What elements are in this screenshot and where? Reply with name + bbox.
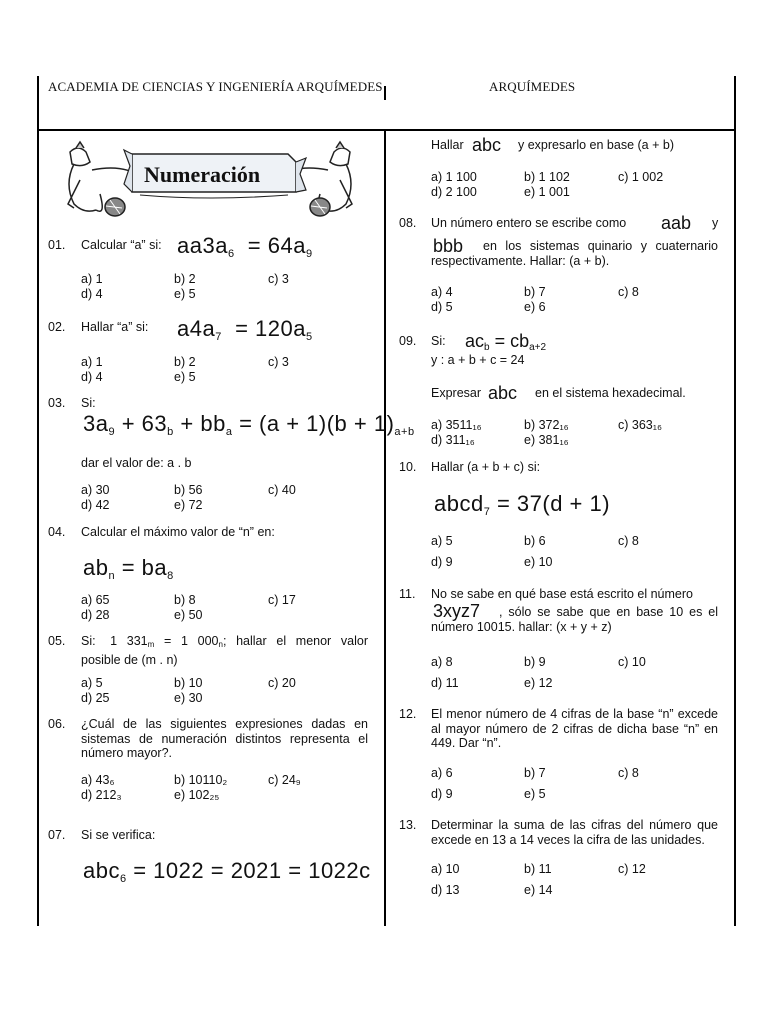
option-e[interactable]: e) 10 [524, 555, 553, 569]
option-c[interactable]: c) 3 [268, 272, 289, 286]
answer-options [431, 285, 721, 314]
option-b[interactable]: b) 9 [524, 655, 546, 669]
option-b[interactable]: b) 11 [524, 862, 552, 876]
option-c[interactable]: c) 8 [618, 285, 639, 299]
option-e[interactable]: e) 30 [174, 690, 203, 705]
question-formula: $ac_b = cb_{a+2}$ [465, 331, 547, 353]
question-formula: $aa3a_6 = 64a_9$ [177, 233, 313, 260]
question-formula: $3a_9 + 63_b + bb_a = (a + 1)(b + 1)_{a+b}$ [83, 411, 415, 438]
option-b[interactable]: b) 2 [174, 355, 196, 369]
option-b[interactable]: b) 7 [524, 285, 546, 299]
option-d[interactable]: d) 5 [431, 299, 453, 314]
option-c[interactable]: c) 10 [618, 655, 646, 669]
option-a[interactable]: a) 43₆ [81, 773, 115, 787]
title-banner [40, 140, 380, 230]
question-text-y: y [712, 216, 719, 230]
question-formula: abc$_6$ = 1022 = 2021 = 1022c [83, 858, 371, 885]
option-d[interactable]: d) 4 [81, 369, 103, 384]
answer-options [81, 676, 361, 705]
question-text: Si: [81, 396, 96, 410]
question-subtext: Expresar [431, 386, 482, 400]
option-c[interactable]: c) 8 [618, 766, 639, 780]
question-text: Si: [431, 334, 446, 348]
question-formula: $ab_n = ba_8$ [83, 555, 174, 582]
question-number: 01. [48, 238, 66, 252]
answer-options [431, 531, 721, 573]
answer-options [431, 652, 721, 694]
option-a[interactable]: a) 10 [431, 862, 460, 876]
option-b[interactable]: b) 1 102 [524, 170, 570, 184]
question-text: ¿Cuál de las siguientes expresiones dadas en sistemas de numeración distintos representa el número mayor?. [81, 717, 368, 760]
question-number: 11. [399, 587, 416, 601]
question-text: Un número entero se escribe como [431, 216, 627, 230]
answer-options [81, 272, 361, 301]
question-number: 04. [48, 525, 66, 539]
banner-title: Numeración [144, 162, 261, 187]
question-number: 02. [48, 320, 66, 334]
option-d[interactable]: d) 311₁₆ [431, 432, 475, 447]
header-rule [37, 129, 734, 131]
option-e[interactable]: e) 72 [174, 497, 203, 512]
answer-options [431, 763, 721, 805]
option-a[interactable]: a) 65 [81, 593, 110, 607]
inline-formula: 3xyz7 [433, 601, 481, 621]
option-c[interactable]: c) 20 [268, 676, 296, 690]
question-text: Calcular el máximo valor de “n” en: [81, 525, 275, 539]
answer-options [431, 418, 721, 447]
question-text: en los sistemas quinario y cuaternario respectivamente. Hallar: (a + b). [431, 239, 718, 268]
option-d[interactable]: d) 13 [431, 883, 460, 897]
question-subtext: Hallar [431, 138, 464, 152]
option-d[interactable]: d) 212₃ [81, 787, 122, 802]
question-number: 05. [48, 634, 66, 648]
option-c[interactable]: c) 24₉ [268, 773, 301, 787]
question-formula: $a4a_7 = 120a_5$ [177, 316, 313, 343]
option-e[interactable]: e) 6 [524, 299, 546, 314]
option-a[interactable]: a) 3511₁₆ [431, 418, 482, 432]
option-d[interactable]: d) 11 [431, 676, 459, 690]
option-a[interactable]: a) 30 [81, 483, 110, 497]
option-b[interactable]: b) 8 [174, 593, 196, 607]
option-c[interactable]: c) 17 [268, 593, 296, 607]
question-number: 03. [48, 396, 66, 410]
option-e[interactable]: e) 50 [174, 607, 203, 622]
option-e[interactable]: e) 381₁₆ [524, 432, 569, 447]
option-d[interactable]: d) 4 [81, 286, 103, 301]
header-tick [384, 86, 386, 100]
option-c[interactable]: c) 12 [618, 862, 646, 876]
option-b[interactable]: b) 7 [524, 766, 546, 780]
option-e[interactable]: e) 12 [524, 676, 553, 690]
answer-options [81, 593, 361, 622]
option-b[interactable]: b) 2 [174, 272, 196, 286]
option-a[interactable]: a) 1 [81, 355, 103, 369]
inline-formula: bbb [433, 236, 464, 256]
column-divider [384, 129, 386, 926]
option-d[interactable]: d) 2 100 [431, 184, 477, 199]
question-subtext: y expresarlo en base (a + b) [518, 138, 674, 152]
option-d[interactable]: d) 28 [81, 607, 110, 622]
question-text: Hallar (a + b + c) si: [431, 460, 541, 474]
answer-options [431, 170, 721, 199]
answer-options [81, 483, 361, 512]
answer-options [431, 859, 721, 901]
option-a[interactable]: a) 1 100 [431, 170, 477, 184]
option-a[interactable]: a) 8 [431, 655, 453, 669]
question-text: Si se verifica: [81, 828, 156, 842]
question-number: 08. [399, 216, 417, 230]
option-c[interactable]: c) 40 [268, 483, 296, 497]
option-e[interactable]: e) 5 [524, 787, 546, 801]
option-a[interactable]: a) 5 [431, 534, 453, 548]
right-page-border [734, 76, 736, 926]
option-d[interactable]: d) 42 [81, 497, 110, 512]
option-c[interactable]: c) 3 [268, 355, 289, 369]
inline-formula: abc [472, 135, 502, 155]
option-e[interactable]: e) 5 [174, 286, 196, 301]
question-text: Calcular “a” si: [81, 238, 162, 252]
question-number: 09. [399, 334, 417, 348]
option-d[interactable]: d) 25 [81, 690, 110, 705]
question-number: 12. [399, 707, 417, 721]
answer-options [81, 773, 361, 802]
question-number: 07. [48, 828, 66, 842]
option-d[interactable]: d) 9 [431, 787, 453, 801]
inline-formula: aab [661, 213, 692, 233]
option-a[interactable]: a) 4 [431, 285, 453, 299]
option-a[interactable]: a) 1 [81, 272, 103, 286]
inline-formula: abc [488, 383, 518, 403]
option-c[interactable]: c) 363₁₆ [618, 418, 663, 432]
option-e[interactable]: e) 5 [174, 369, 196, 384]
option-b[interactable]: b) 10 [174, 676, 203, 690]
left-page-border [37, 76, 39, 926]
option-e[interactable]: e) 1 001 [524, 184, 570, 199]
question-number: 06. [48, 717, 66, 731]
option-b[interactable]: b) 56 [174, 483, 203, 497]
answer-options [81, 355, 361, 384]
question-formula: abcd$_7$ = 37(d + 1) [434, 491, 611, 518]
question-subtext: y : a + b + c = 24 [431, 353, 525, 367]
academy-name: ACADEMIA DE CIENCIAS Y INGENIERÍA ARQUÍMEDES [48, 79, 383, 94]
question-subtext: dar el valor de: a . b [81, 456, 192, 470]
question-subtext: en el sistema hexadecimal. [535, 386, 686, 400]
option-b[interactable]: b) 372₁₆ [524, 418, 569, 432]
option-c[interactable]: c) 8 [618, 534, 639, 548]
question-text: , sólo se sabe que en base 10 es el número 10015. hallar: (x + y + z) [431, 605, 718, 634]
option-a[interactable]: a) 5 [81, 676, 103, 690]
question-text: El menor número de 4 cifras de la base “n” excede al mayor número de 2 cifras de dicha base “n” en 449. Dar “n”. [431, 707, 718, 750]
question-text: Hallar “a” si: [81, 320, 149, 334]
option-c[interactable]: c) 1 002 [618, 170, 664, 184]
option-a[interactable]: a) 6 [431, 766, 453, 780]
option-b[interactable]: b) 6 [524, 534, 546, 548]
option-e[interactable]: e) 102₂₅ [174, 787, 220, 802]
option-e[interactable]: e) 14 [524, 883, 553, 897]
option-b[interactable]: b) 10110₂ [174, 773, 228, 787]
question-number: 13. [399, 818, 417, 832]
question-text: No se sabe en qué base está escrito el número [431, 587, 693, 601]
question-number: 10. [399, 460, 417, 474]
question-text: Si: 1 $331_m = 1$ $000_n$; hallar el menor valor posible de (m . n) [81, 634, 368, 667]
question-text: Determinar la suma de las cifras del número que excede en 13 a 14 veces la cifra de las unidades. [431, 818, 718, 847]
option-d[interactable]: d) 9 [431, 555, 453, 569]
academy-short-name: ARQUÍMEDES [489, 79, 576, 94]
